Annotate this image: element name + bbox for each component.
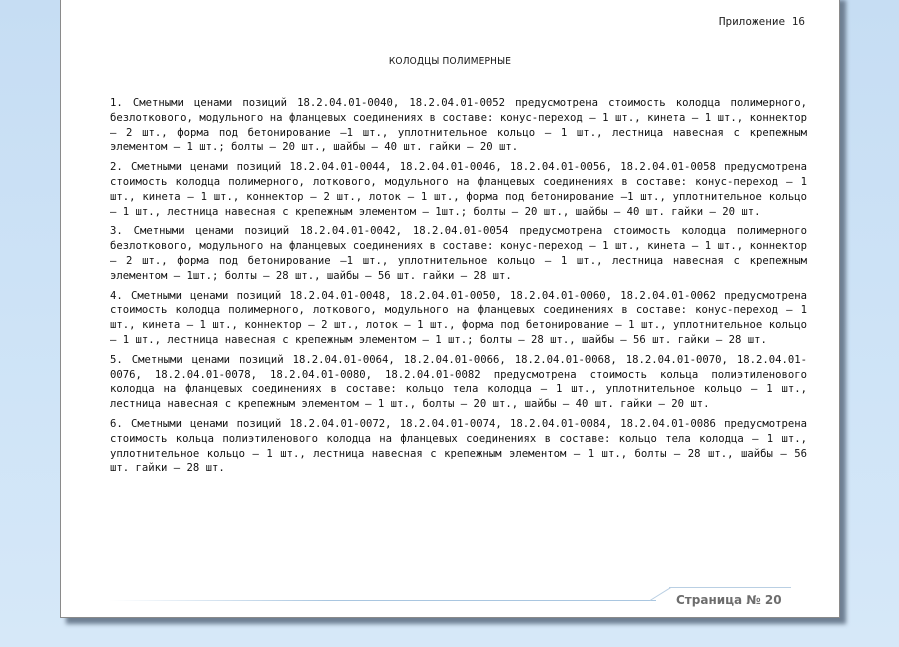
paragraph-1: 1. Сметными ценами позиций 18.2.04.01-0040, 18.2.04.01-0052 предусмотрена стоимость колодца полимерного, безлоткового, модульного на фланцевых соединениях в составе: конус-переход – 1 шт., кинета – 1 шт., коннектор – 2 шт., форма под бетонирование –1 шт., уплотнительное кольцо – 1 шт., лестница навесная с крепежным элементом – 1 шт.; болты – 20 шт., шайбы – 40 шт. гайки – 20 шт. [110, 97, 807, 154]
paragraph-4: 4. Сметными ценами позиций 18.2.04.01-0048, 18.2.04.01-0050, 18.2.04.01-0060, 18.2.04.01-0062 предусмотрена стоимость колодца полимерного, лоткового, модульного на фланцевых соединениях в составе: конус-переход – 1 шт., кинета – 1 шт., коннектор – 2 шт., лоток – 1 шт., форма под бетонирование – 1 шт., уплотнительное кольцо – 1 шт., лестница навесная с крепежным элементом – 1 шт.; болты – 28 шт., шайбы – 56 шт. гайки – 28 шт. [110, 289, 807, 346]
footer-divider-right [669, 587, 791, 588]
paragraph-3: 3. Сметными ценами позиций 18.2.04.01-0042, 18.2.04.01-0054 предусмотрена стоимость колодца полимерного безлоткового, модульного на фланцевых соединениях в составе: конус-переход – 1 шт., кинета – 1 шт., коннектор – 2 шт., форма под бетонирование –1 шт., уплотнительное кольцо – 1 шт., лестница навесная с крепежным элементом – 1шт.; болты – 28 шт., шайбы – 56 шт. гайки – 28 шт. [110, 225, 807, 282]
paragraph-6: 6. Сметными ценами позиций 18.2.04.01-0072, 18.2.04.01-0074, 18.2.04.01-0084, 18.2.04.01-0086 предусмотрена стоимость кольца полиэтиленового колодца на фланцевых соединениях в составе: кольцо тела колодца – 1 шт., уплотнительное кольцо – 1 шт., лестница навесная с крепежным элементом – 1 шт., болты – 28 шт., шайбы – 56 шт. гайки – 28 шт. [110, 417, 807, 475]
document-page [60, 0, 840, 618]
footer-divider [109, 600, 656, 601]
footer-divider-slant [650, 587, 671, 601]
paragraph-5: 5. Сметными ценами позиций 18.2.04.01-0064, 18.2.04.01-0066, 18.2.04.01-0068, 18.2.04.01-0070, 18.2.04.01-0076, 18.2.04.01-0078, 18.2.04.01-0080, 18.2.04.01-0082 предусмотрена стоимость кольца полиэтиленового колодца на фланцевых соединениях в составе: кольцо тела колодца – 1 шт., уплотнительное кольцо – 1 шт., лестница навесная с крепежным элементом – 1 шт., болты – 20 шт., шайбы – 40 шт. гайки – 20 шт. [110, 353, 807, 411]
page-number: Страница № 20 [676, 593, 782, 607]
paragraph-2: 2. Сметными ценами позиций 18.2.04.01-0044, 18.2.04.01-0046, 18.2.04.01-0056, 18.2.04.01-0058 предусмотрена стоимость колодца полимерного, лоткового, модульного на фланцевых соединениях в составе: конус-переход – 1 шт., кинета – 1 шт., коннектор – 2 шт., лоток – 1 шт., форма под бетонирование –1 шт., уплотнительное кольцо – 1 шт., лестница навесная с крепежным элементом – 1шт.; болты – 20 шт., шайбы – 40 шт. гайки – 20 шт. [110, 161, 807, 218]
document-title: КОЛОДЦЫ ПОЛИМЕРНЫЕ [388, 56, 512, 67]
appendix-label: Приложение 16 [718, 15, 805, 28]
document-body [110, 96, 807, 481]
